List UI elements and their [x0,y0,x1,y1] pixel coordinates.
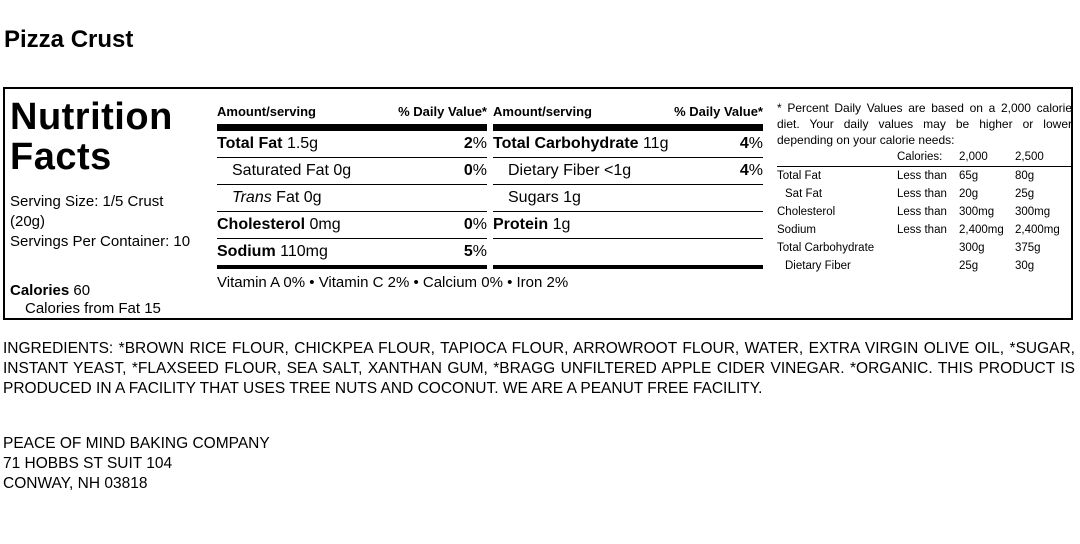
company-street: 71 HOBBS ST SUIT 104 [3,455,173,472]
dv-v1: 300g [959,242,985,254]
dv-v1: 65g [959,167,1015,186]
dv-v2: 80g [1015,167,1072,186]
nutrient-name: Trans [232,189,272,206]
nutrient-pct: 4 [739,135,749,152]
amount-serving-header: Amount/serving [493,104,592,119]
dv-nutrient: Sodium [777,224,816,236]
dv-limit: Less than [897,206,947,218]
dv-v1: 20g [959,188,979,200]
nutrient-row: Cholesterol 0mg 0% [217,212,487,239]
dv-v1: 25g [959,260,979,272]
nutrient-row: Sodium 110mg 5% [217,239,487,269]
nutrient-name: Cholesterol [217,216,306,233]
dv-v2: 25g [1015,188,1035,200]
column-header [493,104,763,131]
nutrient-row: Total Carbohydrate 11g 4% [493,131,763,158]
dv-calories-label: Calories: [897,151,943,163]
dv-row [777,257,1072,275]
nutrient-row: Dietary Fiber <1g 4% [493,158,763,185]
footnote-text: * Percent Daily Values are based on a 2,000 calorie diet. Your daily values may be higher or lower depending on your calorie needs: [777,101,1072,147]
calories-line [10,281,90,301]
daily-value-header: % Daily Value* [674,104,763,119]
product-title: Pizza Crust [4,26,134,53]
nutrient-name: Saturated Fat [232,162,329,179]
nutrient-amount: 1g [552,216,571,233]
nutrient-row: Total Fat 1.5g 2% [217,131,487,158]
nutrient-row [217,185,487,212]
calories-from-fat: Calories from Fat 15 [25,300,161,317]
dv-v1: 300mg [959,206,995,218]
dv-row [777,167,1072,186]
dv-col-2: 2,500 [1015,151,1044,163]
dv-limit [897,239,959,257]
dv-header-row [777,148,1072,167]
nutrition-facts-panel [3,87,1073,320]
nutrition-facts-heading [10,97,173,177]
nutrient-name: Total Carbohydrate [493,135,639,152]
company-city: CONWAY, NH 03818 [3,475,148,492]
company-name: PEACE OF MIND BAKING COMPANY [3,435,270,452]
nutrient-pct: 0 [463,162,473,179]
serving-size: Serving Size: 1/5 Crust (20g) [10,193,164,230]
nutrient-pct: 5 [463,243,473,260]
servings-per-container: Servings Per Container: 10 [10,233,191,250]
dv-limit: Less than [897,167,959,186]
nutrients-column-right [493,104,763,269]
company-address [3,434,270,494]
heading-line-2: Facts [10,136,112,178]
nutrient-name: Sodium [217,243,276,260]
vitamins-line: Vitamin A 0% • Vitamin C 2% • Calcium 0% • Iron 2% [217,274,569,291]
dv-limit [897,257,959,275]
dv-row [777,239,1072,257]
nutrient-amount: 1g [563,189,581,206]
dv-col-1: 2,000 [959,151,988,163]
daily-value-footnote [777,100,1072,275]
dv-v2: 375g [1015,242,1041,254]
column-header [217,104,487,131]
serving-info [10,192,200,252]
dv-nutrient: Sat Fat [785,188,823,200]
nutrient-name: Dietary Fiber [508,162,600,179]
dv-v2: 300mg [1015,206,1051,218]
dv-nutrient: Total Carbohydrate [777,242,875,254]
nutrient-name: Protein [493,216,549,233]
nutrient-row [493,212,763,239]
nutrient-amount: 11g [642,135,669,152]
dv-v2: 2,400mg [1015,224,1060,236]
nutrients-column-left [217,104,487,269]
dv-nutrient: Total Fat [777,167,897,186]
dv-limit: Less than [897,188,947,200]
calories-value: 60 [73,282,91,299]
daily-value-header: % Daily Value* [398,104,487,119]
amount-serving-header: Amount/serving [217,104,316,119]
heading-line-1: Nutrition [10,96,173,138]
nutrient-amount: 0mg [309,216,341,233]
nutrient-pct: 4 [739,162,749,179]
dv-nutrient: Cholesterol [777,206,836,218]
calories-label: Calories [10,282,70,299]
nutrient-pct: 0 [463,216,473,233]
nutrient-amount: <1g [604,162,632,179]
nutrient-amount: 1.5g [286,135,319,152]
nutrient-name: Total Fat [217,135,283,152]
nutrient-row: Saturated Fat 0g 0% [217,158,487,185]
nutrient-amount: 110mg [280,243,328,260]
dv-v2: 30g [1015,260,1035,272]
dv-v1: 2,400mg [959,224,1004,236]
nutrient-name: Sugars [508,189,559,206]
dv-row [777,221,1072,239]
ingredients-text: INGREDIENTS: *BROWN RICE FLOUR, CHICKPEA FLOUR, TAPIOCA FLOUR, ARROWROOT FLOUR, WATER, EXTRA VIRGIN OLIVE OIL, *SUGAR, INSTANT YEAST, *FLAXSEED FLOUR, SEA SALT, XANTHAN GUM, *BRAGG UNFILTERED APPLE CIDER VINEGAR. *ORGANIC. THIS PRODUCT IS PRODUCED IN A FACILITY THAT USES TREE NUTS AND COCONUT. WE ARE A PEANUT FREE FACILITY. [3,340,1075,397]
nutrient-row-empty [493,239,763,269]
nutrient-amount: Fat 0g [276,189,322,206]
nutrient-row [493,185,763,212]
nutrient-amount: 0g [333,162,352,179]
daily-value-table [777,148,1072,275]
dv-row [777,185,1072,203]
dv-row [777,203,1072,221]
dv-nutrient: Dietary Fiber [785,260,851,272]
dv-limit: Less than [897,224,947,236]
nutrient-pct: 2 [463,135,473,152]
